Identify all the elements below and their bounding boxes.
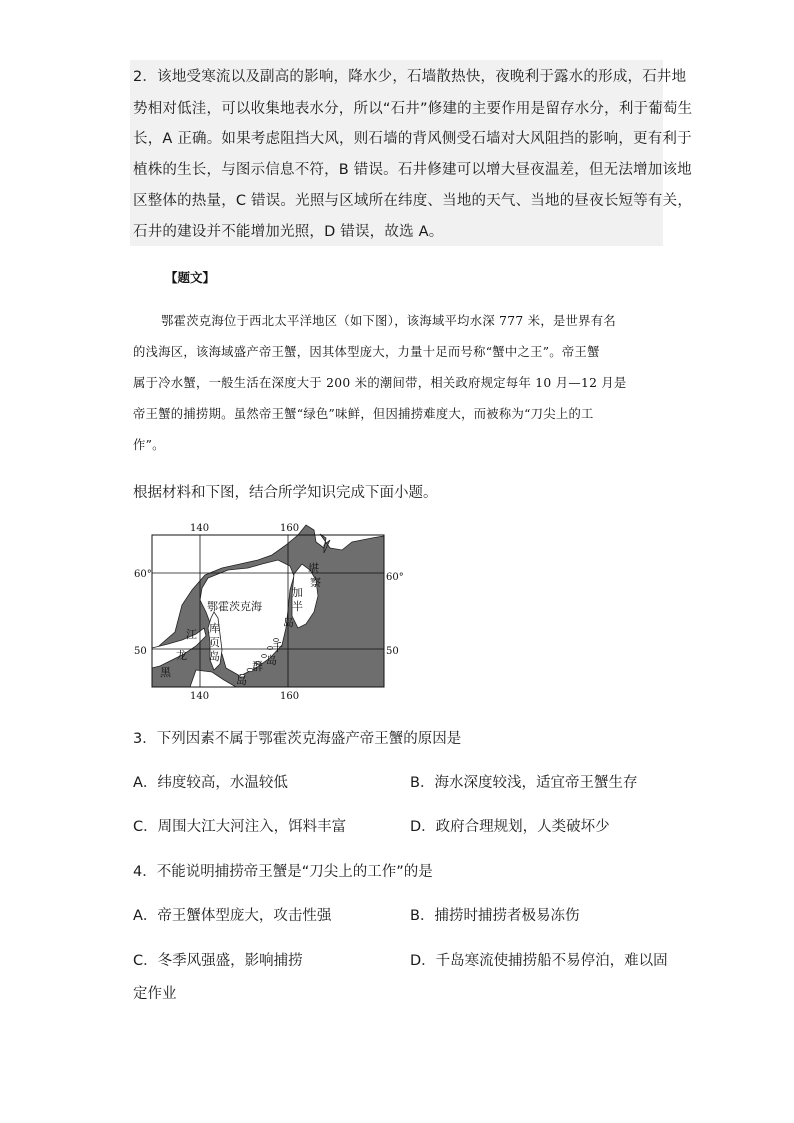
kuril-label-char: 千	[272, 641, 283, 654]
lon-label-top-140: 140	[190, 523, 210, 534]
sea-label: 鄂霍茨克海	[207, 600, 262, 613]
option-d-wrap: 定作业	[133, 986, 177, 1002]
material-line: 的浅海区，该海域盛产帝王蟹，因其体型庞大，力量十足而号称“蟹中之王”。帝王蟹	[133, 345, 600, 359]
peninsula-label-char: 半	[292, 600, 303, 613]
question-stem: 4．不能说明捕捞帝王蟹是“刀尖上的工作”的是	[133, 864, 433, 880]
lat-label-right-60: 60°	[386, 572, 404, 583]
option-a: A．纬度较高，水温较低	[133, 775, 288, 791]
option-a: A．帝王蟹体型庞大，攻击性强	[133, 908, 332, 924]
material-line: 作”。	[133, 438, 165, 452]
kuril-label-char: 群	[252, 660, 263, 673]
island-label-char: 库	[209, 622, 220, 635]
river-label-char: 龙	[176, 649, 187, 662]
answer-line: 区整体的热量，C 错误。光照与区域所在纬度、当地的天气、当地的昼夜长短等有关，	[133, 193, 693, 209]
answer-line: 2．该地受寒流以及副高的影响，降水少，石墙散热快，夜晚利于露水的形成，石井地	[133, 69, 687, 85]
lat-label-left-60: 60°	[134, 569, 152, 580]
option-d: D．千岛寒流使捕捞船不易停泊，难以固	[410, 953, 668, 969]
answer-line: 石井的建设并不能增加光照，D 错误，故选 A。	[133, 224, 444, 240]
peninsula-label-char: 察	[310, 576, 321, 589]
option-b: B．捕捞时捕捞者极易冻伤	[410, 908, 580, 924]
lon-label-top-160: 160	[280, 523, 300, 534]
river-label-char: 江	[186, 628, 197, 641]
question-stem: 3．下列因素不属于鄂霍茨克海盛产帝王蟹的原因是	[133, 731, 462, 747]
kuril-label-char: 岛	[236, 674, 247, 687]
instruction: 根据材料和下图，结合所学知识完成下面小题。	[133, 485, 438, 501]
answer-line: 长，A 正确。如果考虑阻挡大风，则石墙的背风侧受石墙对大风阻挡的影响，更有利于	[133, 131, 692, 147]
answer-line: 植株的生长，与图示信息不符，B 错误。石井修建可以增大昼夜温差，但无法增加该地	[133, 162, 692, 178]
lon-label-bottom-140: 140	[190, 691, 210, 702]
island-label-char: 岛	[209, 650, 220, 663]
option-c: C．冬季风强盛，影响捕捞	[133, 953, 303, 969]
river-label-char: 黑	[160, 666, 171, 679]
island-label-char: 页	[209, 636, 220, 649]
section-tag: 【题文】	[165, 270, 216, 285]
option-d: D．政府合理规划，人类破坏少	[410, 819, 610, 835]
option-c: C．周围大江大河注入，饵料丰富	[133, 819, 347, 835]
peninsula-label-char: 堪	[308, 562, 319, 575]
peninsula-label-char: 岛	[283, 616, 294, 629]
lat-label-left-50: 50	[134, 646, 147, 657]
material-line: 鄂霍茨克海位于西北太平洋地区（如下图），该海域平均水深 777 米，是世界有名	[161, 314, 616, 328]
lat-label-right-50: 50	[386, 646, 399, 657]
option-b: B．海水深度较浅，适宜帝王蟹生存	[410, 775, 638, 791]
material-line: 帝王蟹的捕捞期。虽然帝王蟹“绿色”味鲜，但因捕捞难度大，而被称为“刀尖上的工	[133, 407, 594, 421]
lon-label-bottom-160: 160	[280, 691, 300, 702]
peninsula-label-char: 加	[292, 586, 303, 599]
answer-line: 势相对低洼，可以收集地表水分，所以“石井”修建的主要作用是留存水分，利于葡萄生	[133, 101, 693, 117]
kuril-label-char: 岛	[266, 654, 277, 667]
material-line: 属于冷水蟹，一般生活在深度大于 200 米的潮间带，相关政府规定每年 10 月—12 月是	[133, 376, 627, 390]
